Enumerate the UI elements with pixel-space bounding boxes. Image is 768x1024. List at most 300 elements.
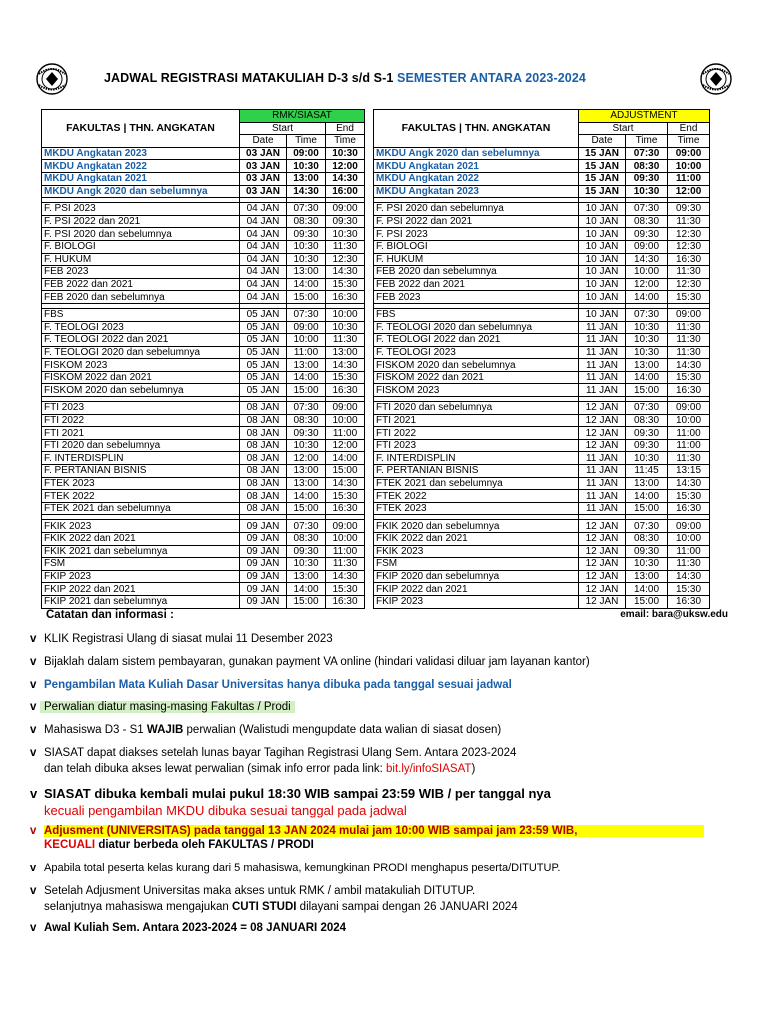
start-time-cell: 14:30	[287, 185, 326, 198]
table-row	[42, 558, 365, 571]
start-time-cell: 13:00	[287, 477, 326, 490]
table-row	[42, 185, 365, 198]
check-icon: v	[30, 747, 37, 759]
start-label: Start	[240, 122, 326, 135]
faculty-cell: F. HUKUM	[374, 253, 579, 266]
check-icon: v	[30, 633, 37, 645]
start-time-cell: 10:00	[287, 334, 326, 347]
end-time-cell: 12:30	[668, 240, 710, 253]
date-cell: 08 JAN	[240, 490, 287, 503]
document-title: JADWAL REGISTRASI MATAKULIAH D-3 s/d S-1 SEMESTER ANTARA 2023-2024	[104, 71, 586, 85]
faculty-cell: FISKOM 2023	[42, 359, 240, 372]
date-cell: 04 JAN	[240, 253, 287, 266]
end-time-cell: 15:30	[668, 291, 710, 304]
faculty-cell: FEB 2020 dan sebelumnya	[374, 266, 579, 279]
table-row	[42, 477, 365, 490]
start-time-cell: 08:30	[626, 160, 668, 173]
start-time-cell: 14:00	[287, 583, 326, 596]
start-time-cell: 14:00	[287, 490, 326, 503]
start-time-cell: 13:00	[287, 359, 326, 372]
date-cell: 11 JAN	[579, 321, 626, 334]
end-time-cell: 09:30	[326, 215, 365, 228]
start-time-cell: 07:30	[287, 203, 326, 216]
table-row	[42, 240, 365, 253]
start-time-cell: 09:00	[287, 321, 326, 334]
table-row	[374, 172, 710, 185]
end-time-cell: 09:30	[668, 203, 710, 216]
end-time-cell: 16:30	[326, 384, 365, 397]
faculty-cell: FTI 2023	[42, 402, 240, 415]
date-cell: 12 JAN	[579, 570, 626, 583]
date-cell: 08 JAN	[240, 427, 287, 440]
end-time-cell: 14:00	[326, 452, 365, 465]
check-icon: v	[30, 922, 37, 934]
table-row	[42, 291, 365, 304]
end-time-cell: 10:30	[326, 228, 365, 241]
start-time-cell: 14:00	[626, 490, 668, 503]
faculty-cell: FEB 2023	[42, 266, 240, 279]
end-time-cell: 16:30	[668, 502, 710, 515]
faculty-cell: FKIK 2021 dan sebelumnya	[42, 545, 240, 558]
end-time-cell: 10:00	[668, 160, 710, 173]
start-time-cell: 13:00	[626, 570, 668, 583]
table-row	[374, 520, 710, 533]
table-row	[374, 595, 710, 608]
date-cell: 08 JAN	[240, 465, 287, 478]
date-cell: 08 JAN	[240, 452, 287, 465]
table-row	[42, 215, 365, 228]
table-row	[374, 477, 710, 490]
start-time-cell: 14:00	[626, 291, 668, 304]
start-time-cell: 15:00	[287, 502, 326, 515]
table-row	[42, 490, 365, 503]
faculty-cell: F. INTERDISPLIN	[374, 452, 579, 465]
table-row	[42, 414, 365, 427]
end-time-cell: 11:00	[668, 427, 710, 440]
end-time-cell: 12:30	[668, 278, 710, 291]
table-row	[42, 452, 365, 465]
table-row	[374, 291, 710, 304]
table-row	[42, 308, 365, 321]
table-row	[42, 545, 365, 558]
start-time-cell: 08:30	[626, 215, 668, 228]
date-cell: 09 JAN	[240, 545, 287, 558]
table-row	[374, 185, 710, 198]
date-cell: 11 JAN	[579, 490, 626, 503]
date-cell: 10 JAN	[579, 308, 626, 321]
faculty-cell: F. PERTANIAN BISNIS	[42, 465, 240, 478]
faculty-cell: FTEK 2023	[42, 477, 240, 490]
date-cell: 04 JAN	[240, 215, 287, 228]
faculty-cell: FKIP 2022 dan 2021	[42, 583, 240, 596]
start-time-cell: 14:30	[626, 253, 668, 266]
end-time-cell: 11:30	[326, 240, 365, 253]
date-cell: 12 JAN	[579, 402, 626, 415]
table-row	[42, 533, 365, 546]
end-label: End	[326, 122, 365, 135]
faculty-cell: F. TEOLOGI 2020 dan sebelumnya	[374, 321, 579, 334]
time-label: Time	[626, 135, 668, 148]
start-time-cell: 13:00	[626, 477, 668, 490]
start-time-cell: 10:30	[287, 160, 326, 173]
start-time-cell: 09:00	[626, 240, 668, 253]
faculty-cell: F. TEOLOGI 2023	[42, 321, 240, 334]
faculty-cell: F. PSI 2022 dan 2021	[374, 215, 579, 228]
end-time-cell: 14:30	[326, 477, 365, 490]
table-row	[374, 414, 710, 427]
start-time-cell: 09:00	[287, 147, 326, 160]
faculty-cell: FKIK 2020 dan sebelumnya	[374, 520, 579, 533]
date-cell: 11 JAN	[579, 465, 626, 478]
faculty-cell: FTI 2023	[374, 439, 579, 452]
table-row	[42, 334, 365, 347]
end-time-cell: 14:30	[326, 266, 365, 279]
end-time-cell: 10:00	[326, 414, 365, 427]
table-row	[42, 520, 365, 533]
table-row	[42, 502, 365, 515]
check-icon: v	[30, 825, 37, 837]
date-label: Date	[579, 135, 626, 148]
table-row	[374, 402, 710, 415]
end-time-cell: 11:30	[326, 558, 365, 571]
table-row	[42, 346, 365, 359]
table-row	[42, 147, 365, 160]
faculty-cell: FTI 2022	[374, 427, 579, 440]
date-cell: 08 JAN	[240, 502, 287, 515]
faculty-cell: MKDU Angkatan 2023	[374, 185, 579, 198]
table-row	[42, 402, 365, 415]
date-cell: 09 JAN	[240, 533, 287, 546]
date-cell: 08 JAN	[240, 414, 287, 427]
end-time-cell: 16:30	[326, 291, 365, 304]
start-time-cell: 08:30	[287, 215, 326, 228]
start-time-cell: 10:30	[626, 185, 668, 198]
table-row	[42, 465, 365, 478]
date-cell: 04 JAN	[240, 228, 287, 241]
faculty-cell: FKIP 2023	[374, 595, 579, 608]
date-cell: 03 JAN	[240, 147, 287, 160]
faculty-cell: F. TEOLOGI 2020 dan sebelumnya	[42, 346, 240, 359]
start-time-cell: 09:30	[626, 439, 668, 452]
faculty-cell: FEB 2023	[374, 291, 579, 304]
start-time-cell: 07:30	[626, 520, 668, 533]
end-time-cell: 14:30	[668, 570, 710, 583]
faculty-cell: MKDU Angkatan 2022	[42, 160, 240, 173]
table-row	[42, 595, 365, 608]
rmk-siasat-table	[41, 109, 365, 609]
end-time-cell: 11:30	[668, 266, 710, 279]
faculty-cell: FTEK 2023	[374, 502, 579, 515]
university-seal-icon	[34, 62, 70, 96]
info-siasat-link[interactable]: bit.ly/infoSIASAT	[386, 763, 472, 775]
faculty-cell: F. TEOLOGI 2023	[374, 346, 579, 359]
check-icon: v	[30, 724, 37, 736]
start-time-cell: 10:00	[626, 266, 668, 279]
table-row	[42, 321, 365, 334]
faculty-cell: MKDU Angkatan 2021	[374, 160, 579, 173]
faculty-cell: FEB 2022 dan 2021	[374, 278, 579, 291]
table-row	[374, 427, 710, 440]
faculty-cell: FTEK 2021 dan sebelumnya	[42, 502, 240, 515]
date-cell: 12 JAN	[579, 439, 626, 452]
table-row	[374, 490, 710, 503]
end-time-cell: 11:00	[668, 439, 710, 452]
table-row	[374, 583, 710, 596]
end-time-cell: 13:15	[668, 465, 710, 478]
end-time-cell: 11:00	[668, 545, 710, 558]
start-time-cell: 09:30	[626, 228, 668, 241]
date-cell: 10 JAN	[579, 240, 626, 253]
start-time-cell: 08:30	[626, 533, 668, 546]
date-cell: 10 JAN	[579, 278, 626, 291]
end-time-cell: 15:30	[668, 583, 710, 596]
faculty-cell: F. TEOLOGI 2022 dan 2021	[42, 334, 240, 347]
end-time-cell: 15:30	[326, 371, 365, 384]
end-time-label: Time	[668, 135, 710, 148]
faculty-cell: F. PSI 2023	[374, 228, 579, 241]
end-time-cell: 14:30	[326, 359, 365, 372]
start-time-cell: 13:00	[287, 465, 326, 478]
date-cell: 03 JAN	[240, 160, 287, 173]
date-cell: 08 JAN	[240, 402, 287, 415]
time-label: Time	[287, 135, 326, 148]
faculty-cell: F. PSI 2020 dan sebelumnya	[374, 203, 579, 216]
end-time-cell: 11:30	[668, 334, 710, 347]
date-cell: 03 JAN	[240, 185, 287, 198]
check-icon: v	[30, 701, 37, 713]
table-row	[374, 334, 710, 347]
date-cell: 05 JAN	[240, 346, 287, 359]
start-time-cell: 13:00	[287, 266, 326, 279]
end-time-cell: 09:00	[668, 520, 710, 533]
faculty-cell: FSM	[374, 558, 579, 571]
date-cell: 15 JAN	[579, 172, 626, 185]
table-row	[374, 203, 710, 216]
end-time-cell: 14:30	[668, 477, 710, 490]
faculty-cell: FISKOM 2020 dan sebelumnya	[374, 359, 579, 372]
start-time-cell: 15:00	[287, 384, 326, 397]
faculty-cell: MKDU Angk 2020 dan sebelumnya	[374, 147, 579, 160]
date-cell: 11 JAN	[579, 346, 626, 359]
start-time-cell: 11:45	[626, 465, 668, 478]
date-cell: 09 JAN	[240, 558, 287, 571]
faculty-cell: FTI 2020 dan sebelumnya	[374, 402, 579, 415]
date-cell: 08 JAN	[240, 477, 287, 490]
start-time-cell: 09:30	[626, 545, 668, 558]
table-row	[42, 228, 365, 241]
end-time-cell: 14:30	[326, 172, 365, 185]
date-cell: 11 JAN	[579, 334, 626, 347]
date-cell: 11 JAN	[579, 502, 626, 515]
end-time-cell: 15:00	[326, 465, 365, 478]
start-time-cell: 09:30	[287, 427, 326, 440]
table-row	[374, 240, 710, 253]
end-time-cell: 10:30	[326, 147, 365, 160]
faculty-cell: F. BIOLOGI	[374, 240, 579, 253]
table-row	[374, 147, 710, 160]
faculty-cell: MKDU Angk 2020 dan sebelumnya	[42, 185, 240, 198]
faculty-cell: FTEK 2022	[374, 490, 579, 503]
date-cell: 10 JAN	[579, 228, 626, 241]
start-time-cell: 10:30	[287, 558, 326, 571]
check-icon: v	[30, 656, 37, 668]
faculty-cell: FISKOM 2022 dan 2021	[374, 371, 579, 384]
date-cell: 05 JAN	[240, 384, 287, 397]
table-row	[42, 384, 365, 397]
faculty-cell: FKIP 2020 dan sebelumnya	[374, 570, 579, 583]
rmk-siasat-label: RMK/SIASAT	[240, 110, 365, 123]
notes-heading: Catatan dan informasi :	[46, 609, 174, 621]
date-cell: 10 JAN	[579, 203, 626, 216]
start-time-cell: 09:30	[287, 545, 326, 558]
end-time-cell: 11:30	[668, 346, 710, 359]
date-cell: 05 JAN	[240, 359, 287, 372]
date-cell: 11 JAN	[579, 384, 626, 397]
start-time-cell: 07:30	[626, 147, 668, 160]
table-row	[42, 172, 365, 185]
table-row	[42, 278, 365, 291]
table-row	[374, 228, 710, 241]
start-time-cell: 07:30	[626, 402, 668, 415]
end-time-cell: 16:30	[326, 595, 365, 608]
start-time-cell: 09:30	[626, 427, 668, 440]
start-time-cell: 10:30	[287, 253, 326, 266]
table-row	[374, 371, 710, 384]
faculty-cell: MKDU Angkatan 2022	[374, 172, 579, 185]
date-cell: 04 JAN	[240, 291, 287, 304]
start-time-cell: 08:30	[626, 414, 668, 427]
faculty-cell: FTEK 2021 dan sebelumnya	[374, 477, 579, 490]
start-time-cell: 07:30	[626, 203, 668, 216]
end-time-cell: 14:30	[668, 359, 710, 372]
faculty-cell: MKDU Angkatan 2023	[42, 147, 240, 160]
faculty-cell: FTEK 2022	[42, 490, 240, 503]
date-cell: 12 JAN	[579, 520, 626, 533]
start-time-cell: 10:30	[626, 452, 668, 465]
end-time-cell: 10:30	[326, 321, 365, 334]
date-cell: 10 JAN	[579, 215, 626, 228]
end-time-cell: 16:30	[668, 253, 710, 266]
start-time-cell: 12:00	[626, 278, 668, 291]
date-cell: 09 JAN	[240, 595, 287, 608]
table-row	[374, 570, 710, 583]
table-row	[42, 253, 365, 266]
date-cell: 11 JAN	[579, 477, 626, 490]
end-time-cell: 11:00	[326, 545, 365, 558]
end-time-cell: 13:00	[326, 346, 365, 359]
semester-label: SEMESTER ANTARA 2023-2024	[397, 71, 586, 85]
date-cell: 10 JAN	[579, 291, 626, 304]
start-time-cell: 08:30	[287, 414, 326, 427]
faculty-cell: FKIP 2021 dan sebelumnya	[42, 595, 240, 608]
start-time-cell: 08:30	[287, 533, 326, 546]
date-cell: 09 JAN	[240, 583, 287, 596]
check-icon: v	[30, 786, 38, 801]
date-label: Date	[240, 135, 287, 148]
table-row	[374, 465, 710, 478]
table-row	[42, 427, 365, 440]
table-row	[374, 359, 710, 372]
start-time-cell: 14:00	[626, 371, 668, 384]
date-cell: 11 JAN	[579, 371, 626, 384]
faculty-cell: FISKOM 2020 dan sebelumnya	[42, 384, 240, 397]
faculty-cell: F. TEOLOGI 2022 dan 2021	[374, 334, 579, 347]
faculty-cell: FKIK 2022 dan 2021	[374, 533, 579, 546]
date-cell: 05 JAN	[240, 308, 287, 321]
faculty-cell: FISKOM 2022 dan 2021	[42, 371, 240, 384]
date-cell: 05 JAN	[240, 334, 287, 347]
faculty-cell: FTI 2022	[42, 414, 240, 427]
end-time-cell: 10:00	[668, 533, 710, 546]
date-cell: 12 JAN	[579, 583, 626, 596]
start-time-cell: 11:00	[287, 346, 326, 359]
start-time-cell: 07:30	[287, 308, 326, 321]
faculty-cell: FSM	[42, 558, 240, 571]
date-cell: 04 JAN	[240, 240, 287, 253]
end-time-cell: 11:00	[326, 427, 365, 440]
end-time-cell: 11:00	[668, 172, 710, 185]
date-cell: 09 JAN	[240, 520, 287, 533]
start-time-cell: 13:00	[287, 570, 326, 583]
faculty-cell: F. PSI 2023	[42, 203, 240, 216]
faculty-cell: FKIP 2022 dan 2021	[374, 583, 579, 596]
start-time-cell: 13:00	[287, 172, 326, 185]
end-time-cell: 11:30	[668, 321, 710, 334]
end-time-cell: 12:30	[668, 228, 710, 241]
table-row	[374, 266, 710, 279]
faculty-cell: FTI 2021	[374, 414, 579, 427]
table-row	[374, 321, 710, 334]
start-time-cell: 14:00	[287, 371, 326, 384]
table-row	[374, 215, 710, 228]
start-time-cell: 10:30	[287, 240, 326, 253]
start-time-cell: 15:00	[287, 595, 326, 608]
date-cell: 12 JAN	[579, 533, 626, 546]
end-time-cell: 16:30	[668, 384, 710, 397]
end-time-cell: 14:30	[326, 570, 365, 583]
faculty-cell: F. PSI 2020 dan sebelumnya	[42, 228, 240, 241]
end-time-cell: 15:30	[326, 583, 365, 596]
date-cell: 04 JAN	[240, 266, 287, 279]
faculty-cell: F. BIOLOGI	[42, 240, 240, 253]
start-time-cell: 15:00	[626, 502, 668, 515]
table-row	[374, 502, 710, 515]
date-cell: 10 JAN	[579, 266, 626, 279]
date-cell: 15 JAN	[579, 160, 626, 173]
date-cell: 05 JAN	[240, 321, 287, 334]
table-row	[42, 371, 365, 384]
table-row	[42, 439, 365, 452]
start-time-cell: 14:00	[626, 583, 668, 596]
contact-email: email: bara@uksw.edu	[620, 609, 728, 620]
column-header-faculty: FAKULTAS | THN. ANGKATAN	[42, 110, 240, 148]
table-row	[374, 558, 710, 571]
end-time-label: Time	[326, 135, 365, 148]
table-row	[42, 266, 365, 279]
table-row	[374, 545, 710, 558]
end-time-cell: 12:00	[326, 439, 365, 452]
end-time-cell: 10:00	[326, 308, 365, 321]
start-time-cell: 15:00	[626, 384, 668, 397]
start-time-cell: 10:30	[626, 558, 668, 571]
start-time-cell: 10:30	[287, 439, 326, 452]
start-time-cell: 07:30	[287, 520, 326, 533]
table-row	[374, 278, 710, 291]
table-row	[374, 160, 710, 173]
column-header-faculty: FAKULTAS | THN. ANGKATAN	[374, 110, 579, 148]
table-row	[42, 203, 365, 216]
end-time-cell: 12:00	[668, 185, 710, 198]
